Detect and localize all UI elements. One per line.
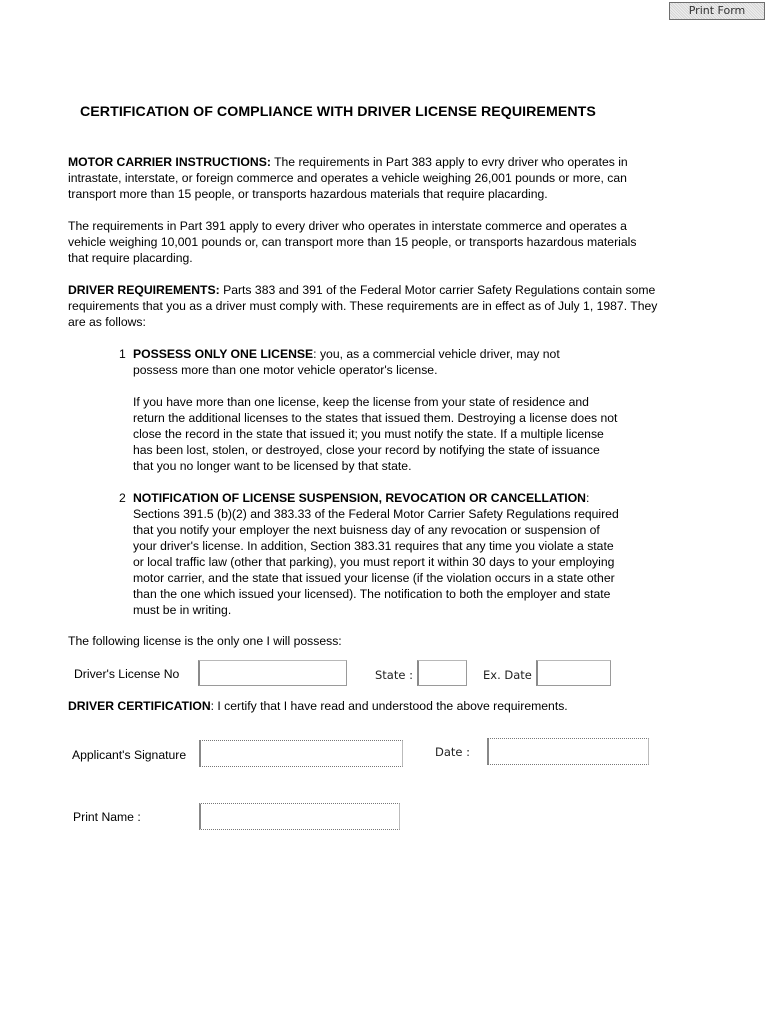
signature-input[interactable] — [199, 740, 403, 767]
date-label: Date : — [435, 745, 471, 759]
item-2-number: 2 — [119, 491, 126, 505]
item-2-heading: NOTIFICATION OF LICENSE SUSPENSION, REVOCATION OR CANCELLATION — [133, 491, 586, 505]
motor-carrier-heading: MOTOR CARRIER INSTRUCTIONS: — [68, 155, 271, 169]
only-license-text: The following license is the only one I will possess: — [68, 634, 342, 648]
page-title: CERTIFICATION OF COMPLIANCE WITH DRIVER LICENSE REQUIREMENTS — [80, 104, 596, 120]
motor-carrier-instructions — [68, 154, 658, 202]
date-input[interactable] — [487, 738, 649, 765]
license-no-label: Driver's License No — [74, 667, 180, 681]
part-391-paragraph: The requirements in Part 391 apply to every driver who operates in interstate commerce and operates a vehicle weighing 10,001 pounds or, can transport more than 15 people, or transports hazardous materials that require placarding. — [68, 219, 637, 265]
license-no-input[interactable] — [198, 660, 347, 686]
item-1-text: : you, as a commercial vehicle driver, may not possess more than one motor vehicle operator's license. — [133, 347, 560, 377]
signature-label: Applicant's Signature — [72, 748, 187, 762]
motor-carrier-text: The requirements in Part 383 apply to evry driver who operates in intrastate, interstate, or foreign commerce and operates a vehicle weighing 26,001 pounds or more, can transport more than 15 people, or transports hazardous materials that require placarding. — [68, 155, 628, 201]
item-1-heading: POSSESS ONLY ONE LICENSE — [133, 347, 314, 361]
ex-date-input[interactable] — [536, 660, 611, 686]
item-1-body — [133, 346, 583, 378]
driver-certification — [68, 698, 658, 714]
print-name-label: Print Name : — [73, 810, 141, 824]
driver-requirements — [68, 282, 658, 330]
driver-certification-text: : I certify that I have read and understood the above requirements. — [210, 699, 568, 713]
item-1-number: 1 — [119, 347, 126, 361]
print-name-input[interactable] — [199, 803, 400, 830]
state-label: State : — [375, 668, 413, 682]
item-1-detail: If you have more than one license, keep the license from your state of residence and return the additional licenses to the states that issued them. Destroying a license does not close the record in the state that issued it; you must notify the state. If a multiple license has been lost, stolen, or destroyed, close your record by notifying the state of issuance that you no longer want to be licensed by that state. — [133, 395, 618, 473]
state-input[interactable] — [417, 660, 467, 686]
item-2-text: : Sections 391.5 (b)(2) and 383.33 of the Federal Motor Carrier Safety Regulations required that you notify your employer the next buisness day of any revocation or suspension of your driver's license. In addition, Section 383.31 requires that any time you violate a state or local traffic law (other that parking), you must report it within 30 days to your employing motor carrier, and the state that issued your license (if the violation occurs in a state other than the one which issued your licensed). The notification to both the employer and state must be in writing. — [133, 491, 619, 617]
driver-requirements-text: Parts 383 and 391 of the Federal Motor carrier Safety Regulations contain some requirements that you as a driver must comply with. These requirements are in effect as of July 1, 1987. They are as follows: — [68, 283, 658, 329]
print-form-button[interactable]: Print Form — [669, 2, 765, 20]
ex-date-label: Ex. Date — [483, 668, 532, 682]
item-2-body — [133, 490, 623, 618]
driver-certification-heading: DRIVER CERTIFICATION — [68, 699, 211, 713]
driver-requirements-heading: DRIVER REQUIREMENTS: — [68, 283, 220, 297]
